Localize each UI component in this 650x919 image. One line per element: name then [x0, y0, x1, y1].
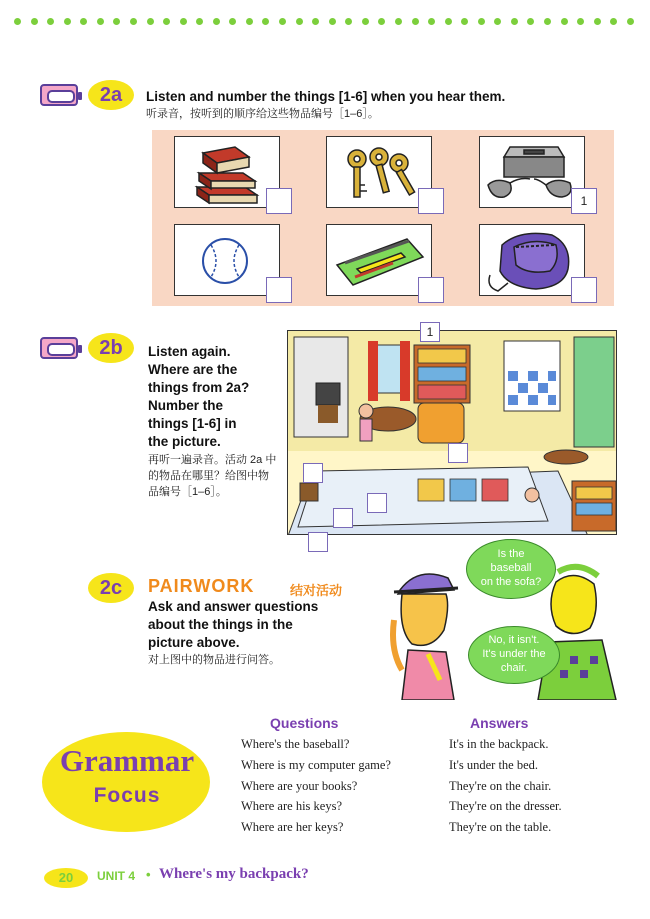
answer-line: They're on the table. — [449, 820, 552, 834]
scene-answer-box[interactable] — [333, 508, 353, 528]
instruction-2b — [148, 343, 249, 451]
instruction-2b-cn-line: 再听一遍录音。活动 2a 中 — [148, 454, 277, 466]
instruction-2c-line: about the things in the — [148, 617, 293, 632]
scene-answer-box[interactable] — [367, 493, 387, 513]
bubble-question-line: Is the — [497, 548, 525, 560]
answer-line: They're on the dresser. — [449, 799, 562, 813]
instruction-2c-line: Ask and answer questions — [148, 599, 319, 614]
answer-box-computer-game[interactable]: 1 — [571, 188, 597, 214]
pairwork-heading: PAIRWORK — [148, 576, 255, 596]
instruction-2b-line: Number the — [148, 398, 224, 413]
answer-box-backpack[interactable] — [571, 277, 597, 303]
answers-heading: Answers — [470, 715, 529, 731]
instruction-2c-line: picture above. — [148, 635, 240, 650]
unit-title: Where's my backpack? — [159, 866, 309, 882]
scene-answer-box[interactable] — [308, 532, 328, 552]
pairwork-heading-cn: 结对活动 — [290, 583, 343, 598]
scene-answer-box[interactable] — [448, 443, 468, 463]
bubble-answer-line: It's under the — [482, 648, 546, 660]
question-line: Where is my computer game? — [241, 758, 391, 772]
bubble-question-line: baseball — [490, 562, 532, 574]
question-line: Where's the baseball? — [241, 737, 350, 751]
instruction-2a-cn: 听录音，按听到的顺序给这些物品编号［1–6］。 — [146, 108, 379, 120]
page-number: 20 — [44, 868, 88, 888]
answer-line: It's under the bed. — [449, 758, 539, 772]
section-badge-2c: 2c — [88, 573, 134, 603]
unit-label: UNIT 4 — [97, 869, 136, 883]
item-card-pencil-case — [326, 224, 432, 296]
speech-bubble-question — [466, 539, 556, 599]
scene-answer-box[interactable] — [303, 463, 323, 483]
item-card-computer-game — [479, 136, 585, 208]
cassette-icon — [40, 337, 78, 359]
section-badge-2b: 2b — [88, 333, 134, 363]
instruction-2c-cn: 对上图中的物品进行问答。 — [148, 654, 280, 666]
answer-line: They're on the chair. — [449, 779, 552, 793]
room-scene — [287, 330, 617, 535]
top-dot-border — [14, 18, 634, 30]
speech-bubble-answer — [468, 626, 560, 684]
item-card-keys — [326, 136, 432, 208]
item-card-backpack — [479, 224, 585, 296]
instruction-2b-line: things [1-6] in — [148, 416, 237, 431]
grammar-focus-subtitle: Focus — [93, 784, 161, 807]
instruction-2b-line: the picture. — [148, 434, 221, 449]
instruction-2a: Listen and number the things [1-6] when you hear them. — [146, 89, 506, 104]
item-card-baseball — [174, 224, 280, 296]
instruction-2b-cn-line: 的物品在哪里？给图中物 — [148, 470, 269, 482]
instruction-2b-line: Where are the — [148, 362, 238, 377]
instruction-2b-line: things from 2a? — [148, 380, 250, 395]
instruction-2b-cn — [148, 452, 276, 500]
instruction-2b-line: Listen again. — [148, 344, 231, 359]
answer-box-books[interactable] — [266, 188, 292, 214]
questions-heading: Questions — [270, 715, 339, 731]
footer-bullet: • — [146, 867, 151, 882]
grammar-focus-title: Grammar — [59, 743, 195, 778]
question-line: Where are her keys? — [241, 820, 344, 834]
scene-answer-box[interactable]: 1 — [420, 322, 440, 342]
answer-line: It's in the backpack. — [449, 737, 549, 751]
instruction-2c — [148, 598, 318, 652]
room-illustration — [288, 331, 617, 535]
instruction-2b-cn-line: 品编号［1–6］。 — [148, 486, 227, 498]
bubble-question-line: on the sofa? — [480, 576, 542, 588]
bubble-answer-line: chair. — [500, 662, 528, 674]
question-line: Where are his keys? — [241, 799, 342, 813]
section-badge-2a: 2a — [88, 80, 134, 110]
answer-box-keys[interactable] — [418, 188, 444, 214]
answer-box-pencil-case[interactable] — [418, 277, 444, 303]
item-card-books — [174, 136, 280, 208]
answer-box-baseball[interactable] — [266, 277, 292, 303]
bubble-answer-line: No, it isn't. — [488, 634, 540, 646]
question-line: Where are your books? — [241, 779, 358, 793]
cassette-icon — [40, 84, 78, 106]
